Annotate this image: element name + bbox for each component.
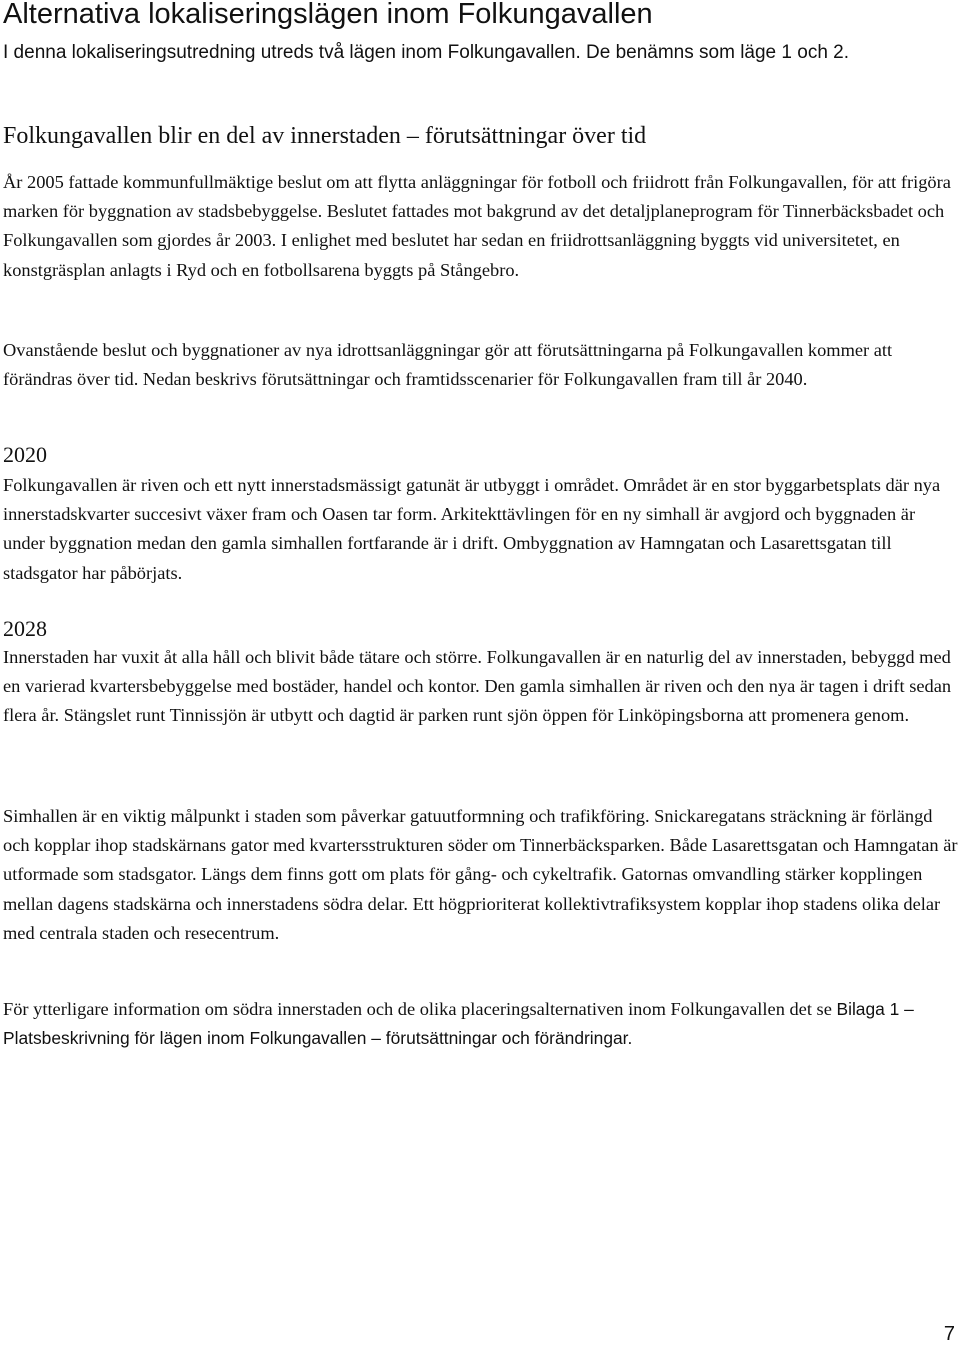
paragraph-conditions: Ovanstående beslut och byggnationer av nya idrottsanläggningar gör att förutsättningarna på Folkungavallen kommer att förändras över tid. Nedan beskrivs förutsättningar och framtidsscenarier för Folkungavallen fram till år 2040. bbox=[3, 340, 893, 390]
paragraph-2028: Innerstaden har vuxit åt alla håll och blivit både tätare och större. Folkungavallen är en naturlig del av innerstaden, bebyggd med en varierad kvartersbebyggelse med bostäder, handel och kontor. Den gamla simhallen är riven och den nya är tagen i drift sedan flera år. Stängslet runt Tinnissjön är utbytt och dagtid är parken runt sjön öppen för Linköpingsborna att promenera genom. bbox=[3, 647, 952, 726]
page-number: 7 bbox=[943, 1323, 955, 1345]
year-heading-2028: 2028 bbox=[3, 616, 47, 641]
document-subtitle: I denna lokaliseringsutredning utreds två lägen inom Folkungavallen. De benämns som läge 1 och 2. bbox=[3, 42, 850, 63]
year-heading-2020: 2020 bbox=[3, 442, 47, 467]
more-information-text: För ytterligare information om södra innerstaden och de olika placeringsalternativen inom Folkungavallen det se bbox=[3, 999, 837, 1019]
appendix-reference: Bilaga 1 – Platsbeskrivning för lägen inom Folkungavallen – förutsättningar och förändringar. bbox=[3, 999, 914, 1049]
paragraph-swimming-hall: Simhallen är en viktig målpunkt i staden som påverkar gatuutformning och trafikföring. Snickaregatans sträckning är förlängd och kopplar ihop stadskärnans gator med kvartersstrukturen söder om Tinnerbäcksparken. Både Lasarettsgatan och Hamngatan är utformade som stadsgator. Längs dem finns gott om plats för gång- och cykeltrafik. Gatornas omvandling stärker kopplingen mellan dagens stadskärna och innerstadens södra delar. Ett högprioriterat kollektivtrafiksystem kopplar ihop stadens olika delar med centrala staden och resecentrum. bbox=[3, 806, 958, 943]
paragraph-2020: Folkungavallen är riven och ett nytt innerstadsmässigt gatunät är utbyggt i området. Området är en stor byggarbetsplats där nya innerstadskvarter succesivt växer fram och Oasen tar form. Arkitekttävlingen för en ny simhall är avgjord och byggnaden är under byggnation medan den gamla simhallen fortfarande är i drift. Ombyggnation av Hamngatan och Lasarettsgatan till stadsgator har påbörjats. bbox=[3, 475, 941, 583]
section-heading: Folkungavallen blir en del av innerstaden – förutsättningar över tid bbox=[3, 123, 647, 149]
paragraph-background: År 2005 fattade kommunfullmäktige beslut om att flytta anläggningar för fotboll och friidrott från Folkungavallen, för att frigöra marken för byggnation av stadsbebyggelse. Beslutet fattades mot bakgrund av det detaljplaneprogram för Tinnerbäcksbadet och Folkungavallen som gjordes år 2003. I enlighet med beslutet har sedan en friidrottsanläggning byggts vid universitetet, en konstgräsplan anlagts i Ryd och en fotbollsarena byggts på Stångebro. bbox=[3, 172, 951, 280]
document-title: Alternativa lokaliseringslägen inom Folkungavallen bbox=[3, 0, 653, 30]
paragraph-more-information bbox=[3, 995, 958, 1053]
